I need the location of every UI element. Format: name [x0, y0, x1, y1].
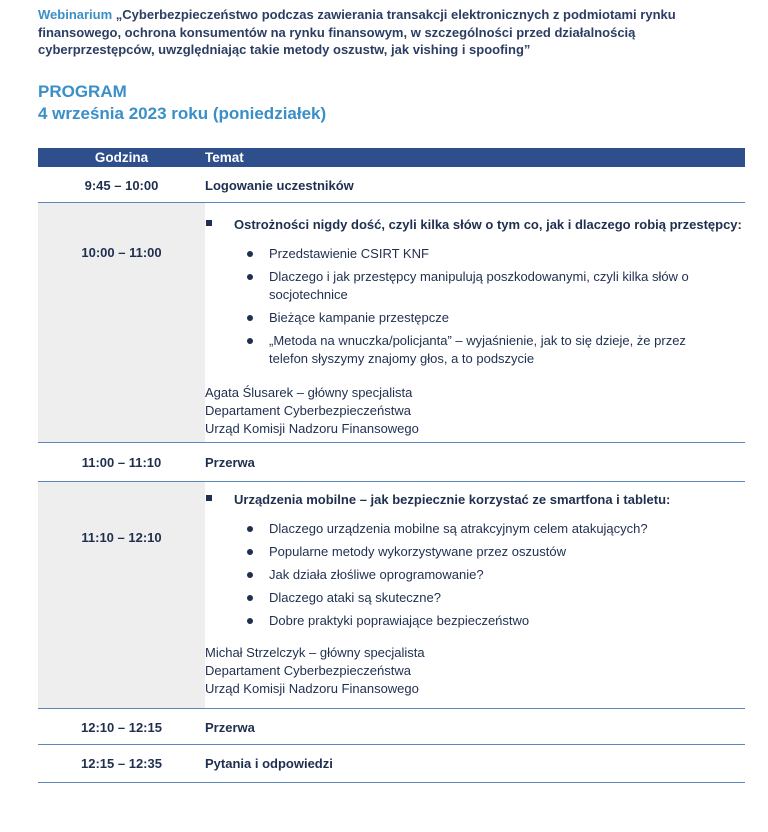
- table-row: [38, 443, 745, 482]
- row-time: 10:00 – 11:00: [38, 203, 205, 442]
- row-time: 11:10 – 12:10: [38, 482, 205, 708]
- speaker-department: Departament Cyberbezpieczeństwa: [205, 403, 411, 418]
- speaker-info: [205, 644, 745, 704]
- speaker-name: Michał Strzelczyk – główny specjalista: [205, 645, 425, 660]
- table-row: [38, 203, 745, 443]
- section-title: Urządzenia mobilne – jak bezpiecznie korzystać ze smartfona i tabletu:: [205, 491, 745, 508]
- row-time: 9:45 – 10:00: [84, 178, 159, 193]
- speaker-organization: Urząd Komisji Nadzoru Finansowego: [205, 681, 419, 696]
- speaker-department: Departament Cyberbezpieczeństwa: [205, 663, 411, 678]
- column-header-time: Godzina: [94, 150, 149, 165]
- speaker-info: [205, 384, 745, 444]
- row-topic: Pytania i odpowiedzi: [205, 756, 333, 771]
- list-item: Bieżące kampanie przestępcze: [269, 309, 745, 327]
- row-time: 12:10 – 12:15: [81, 720, 162, 735]
- row-topic: Przerwa: [205, 455, 255, 470]
- table-row: [38, 745, 745, 783]
- program-date: 4 września 2023 roku (poniedziałek): [38, 104, 327, 123]
- square-bullet-icon: [206, 220, 212, 226]
- bullet-icon: [247, 274, 253, 280]
- bullet-icon: [247, 315, 253, 321]
- list-item: Popularne metody wykorzystywane przez oszustów: [269, 543, 745, 561]
- section-title: Ostrożności nigdy dość, czyli kilka słów o tym co, jak i dlaczego robią przestępcy:: [205, 216, 745, 233]
- list-item: Dlaczego ataki są skuteczne?: [269, 589, 745, 607]
- table-row: [38, 482, 745, 709]
- program-label: PROGRAM: [38, 82, 127, 101]
- row-time: 11:00 – 11:10: [81, 455, 162, 470]
- topic-list: [205, 520, 745, 630]
- list-item: Dlaczego urządzenia mobilne są atrakcyjnym celem atakujących?: [269, 520, 745, 538]
- row-topic: Logowanie uczestników: [205, 178, 354, 193]
- bullet-icon: [247, 526, 253, 532]
- webinar-intro: [38, 6, 750, 59]
- table-header: [38, 148, 745, 167]
- column-header-topic: Temat: [205, 150, 244, 165]
- list-item: Jak działa złośliwe oprogramowanie?: [269, 566, 745, 584]
- bullet-icon: [247, 549, 253, 555]
- list-item: „Metoda na wnuczka/policjanta” – wyjaśnienie, jak to się dzieje, że przez telefon słyszymy znajomy głos, a to podszycie: [269, 332, 745, 368]
- table-row: [38, 709, 745, 745]
- document-header: [38, 6, 750, 59]
- list-item: Przedstawienie CSIRT KNF: [269, 245, 745, 263]
- table-row: [38, 167, 745, 203]
- speaker-organization: Urząd Komisji Nadzoru Finansowego: [205, 421, 419, 436]
- webinar-label: Webinarium: [38, 7, 113, 22]
- row-topic: [205, 203, 745, 442]
- speaker-name: Agata Ślusarek – główny specjalista: [205, 385, 413, 400]
- list-item: Dlaczego i jak przestępcy manipulują poszkodowanymi, czyli kilka słów o socjotechnice: [269, 268, 745, 304]
- row-topic: [205, 482, 745, 708]
- topic-list: [205, 245, 745, 368]
- program-heading: [38, 81, 326, 125]
- list-item: Dobre praktyki poprawiające bezpieczeństwo: [269, 612, 745, 630]
- bullet-icon: [247, 618, 253, 624]
- row-time: 12:15 – 12:35: [81, 756, 162, 771]
- square-bullet-icon: [206, 495, 212, 501]
- webinar-title: „Cyberbezpieczeństwo podczas zawierania transakcji elektronicznych z podmiotami rynku finansowego, ochrona konsumentów na rynku finansowym, w szczególności przed działalnością cyberprzestępców, uwzględniając takie metody oszustw, jak vishing i spoofing”: [38, 7, 676, 57]
- bullet-icon: [247, 572, 253, 578]
- row-topic: Przerwa: [205, 720, 255, 735]
- bullet-icon: [247, 595, 253, 601]
- agenda-table: [38, 148, 745, 783]
- bullet-icon: [247, 338, 253, 344]
- bullet-icon: [247, 251, 253, 257]
